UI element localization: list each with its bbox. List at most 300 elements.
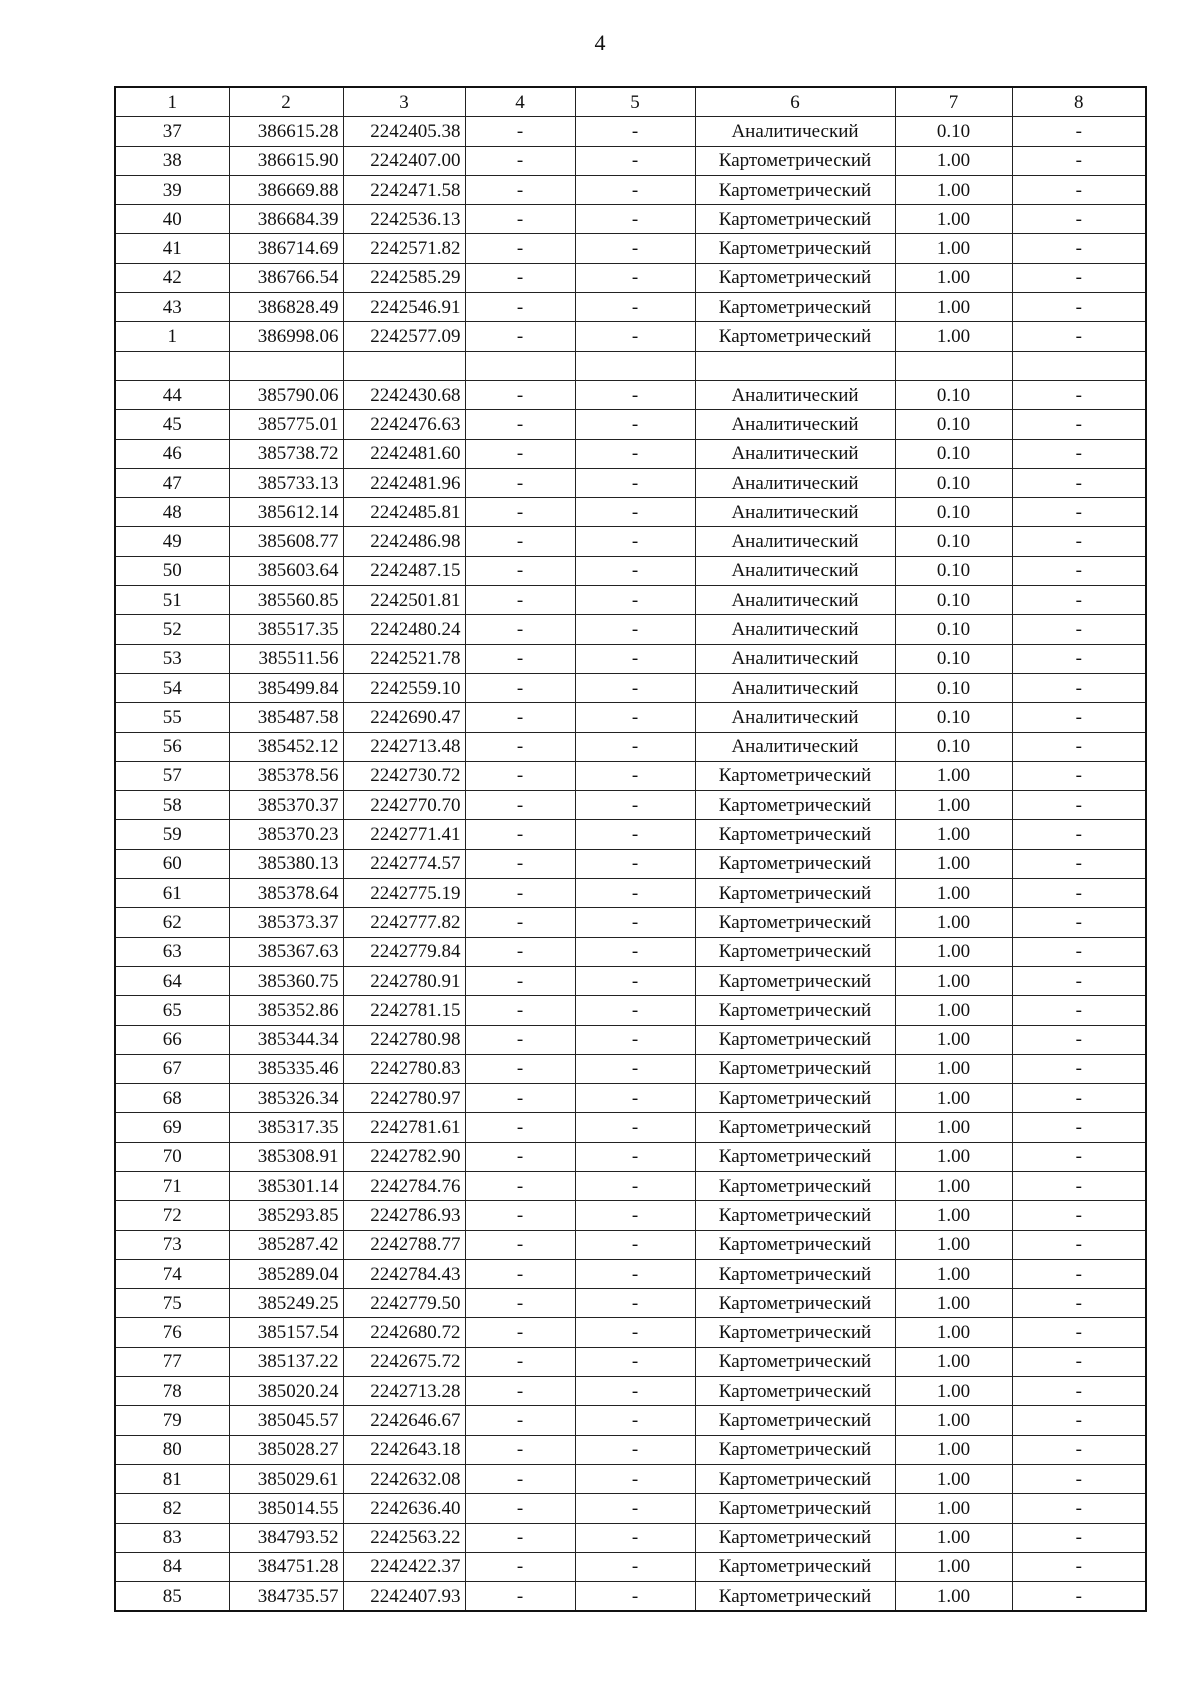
y-coordinate-cell: 2242779.84 xyxy=(343,937,465,966)
point-number-cell: 55 xyxy=(115,703,229,732)
point-number-cell: 44 xyxy=(115,380,229,409)
table-row xyxy=(115,322,1146,351)
col4-cell: - xyxy=(465,117,575,146)
column-header-8: 8 xyxy=(1012,87,1146,117)
col4-cell: - xyxy=(465,1142,575,1171)
point-number-cell: 69 xyxy=(115,1113,229,1142)
point-number-cell: 41 xyxy=(115,234,229,263)
accuracy-cell: 0.10 xyxy=(895,673,1012,702)
accuracy-cell: 0.10 xyxy=(895,556,1012,585)
table-row xyxy=(115,1552,1146,1581)
method-cell: Картометрический xyxy=(695,293,895,322)
point-number-cell: 38 xyxy=(115,146,229,175)
point-number-cell: 61 xyxy=(115,879,229,908)
col5-cell: - xyxy=(575,117,695,146)
y-coordinate-cell: 2242713.48 xyxy=(343,732,465,761)
col8-cell: - xyxy=(1012,1201,1146,1230)
col8-cell: - xyxy=(1012,644,1146,673)
accuracy-cell: 1.00 xyxy=(895,263,1012,292)
table-header xyxy=(115,87,1146,117)
point-number-cell: 82 xyxy=(115,1494,229,1523)
col8-cell: - xyxy=(1012,556,1146,585)
col8-cell: - xyxy=(1012,117,1146,146)
col8-cell: - xyxy=(1012,1025,1146,1054)
method-cell: Аналитический xyxy=(695,468,895,497)
y-coordinate-cell: 2242485.81 xyxy=(343,498,465,527)
point-number-cell: 81 xyxy=(115,1464,229,1493)
col8-cell: - xyxy=(1012,966,1146,995)
x-coordinate-cell: 386998.06 xyxy=(229,322,343,351)
col5-cell: - xyxy=(575,439,695,468)
col8-cell: - xyxy=(1012,1435,1146,1464)
accuracy-cell: 0.10 xyxy=(895,644,1012,673)
method-cell: Картометрический xyxy=(695,791,895,820)
col4-cell: - xyxy=(465,234,575,263)
x-coordinate-cell: 385378.56 xyxy=(229,761,343,790)
col4-cell: - xyxy=(465,410,575,439)
table-row xyxy=(115,1318,1146,1347)
method-cell: Аналитический xyxy=(695,117,895,146)
y-coordinate-cell: 2242784.43 xyxy=(343,1259,465,1288)
table-row xyxy=(115,1494,1146,1523)
col4-cell: - xyxy=(465,380,575,409)
col8-cell: - xyxy=(1012,1113,1146,1142)
table-row xyxy=(115,586,1146,615)
x-coordinate-cell: 386615.28 xyxy=(229,117,343,146)
table-row xyxy=(115,615,1146,644)
col8-cell: - xyxy=(1012,1084,1146,1113)
col5-cell: - xyxy=(575,1054,695,1083)
x-coordinate-cell: 385137.22 xyxy=(229,1347,343,1376)
accuracy-cell: 0.10 xyxy=(895,732,1012,761)
col4-cell: - xyxy=(465,879,575,908)
accuracy-cell: 1.00 xyxy=(895,879,1012,908)
point-number-cell: 42 xyxy=(115,263,229,292)
y-coordinate-cell: 2242771.41 xyxy=(343,820,465,849)
accuracy-cell: 1.00 xyxy=(895,1113,1012,1142)
accuracy-cell: 0.10 xyxy=(895,586,1012,615)
accuracy-cell: 1.00 xyxy=(895,966,1012,995)
col4-cell: - xyxy=(465,1464,575,1493)
method-cell: Картометрический xyxy=(695,1464,895,1493)
y-coordinate-cell: 2242730.72 xyxy=(343,761,465,790)
x-coordinate-cell: 385029.61 xyxy=(229,1464,343,1493)
x-coordinate-cell: 385499.84 xyxy=(229,673,343,702)
y-coordinate-cell xyxy=(343,351,465,380)
y-coordinate-cell: 2242430.68 xyxy=(343,380,465,409)
y-coordinate-cell: 2242690.47 xyxy=(343,703,465,732)
accuracy-cell: 0.10 xyxy=(895,468,1012,497)
table-row xyxy=(115,234,1146,263)
method-cell: Аналитический xyxy=(695,498,895,527)
col4-cell: - xyxy=(465,1171,575,1200)
method-cell: Картометрический xyxy=(695,1318,895,1347)
method-cell: Картометрический xyxy=(695,1201,895,1230)
table-body xyxy=(115,117,1146,1612)
x-coordinate-cell: 385378.64 xyxy=(229,879,343,908)
col4-cell: - xyxy=(465,791,575,820)
point-number-cell: 73 xyxy=(115,1230,229,1259)
method-cell: Картометрический xyxy=(695,1582,895,1612)
table-row xyxy=(115,1259,1146,1288)
col5-cell: - xyxy=(575,761,695,790)
method-cell: Картометрический xyxy=(695,146,895,175)
table-row xyxy=(115,410,1146,439)
col4-cell: - xyxy=(465,205,575,234)
method-cell: Аналитический xyxy=(695,439,895,468)
method-cell: Картометрический xyxy=(695,879,895,908)
method-cell: Картометрический xyxy=(695,1347,895,1376)
y-coordinate-cell: 2242546.91 xyxy=(343,293,465,322)
table-row xyxy=(115,1435,1146,1464)
point-number-cell: 47 xyxy=(115,468,229,497)
x-coordinate-cell: 385380.13 xyxy=(229,849,343,878)
page-number: 4 xyxy=(594,30,606,55)
y-coordinate-cell: 2242536.13 xyxy=(343,205,465,234)
col8-cell: - xyxy=(1012,1552,1146,1581)
x-coordinate-cell: 385560.85 xyxy=(229,586,343,615)
accuracy-cell: 1.00 xyxy=(895,1142,1012,1171)
col8-cell: - xyxy=(1012,1406,1146,1435)
point-number-cell: 51 xyxy=(115,586,229,615)
y-coordinate-cell: 2242784.76 xyxy=(343,1171,465,1200)
method-cell: Картометрический xyxy=(695,1025,895,1054)
coordinates-table xyxy=(114,86,1147,1612)
col5-cell: - xyxy=(575,1377,695,1406)
col5-cell: - xyxy=(575,966,695,995)
accuracy-cell: 0.10 xyxy=(895,498,1012,527)
x-coordinate-cell: 386714.69 xyxy=(229,234,343,263)
point-number-cell: 45 xyxy=(115,410,229,439)
col4-cell: - xyxy=(465,820,575,849)
x-coordinate-cell: 385608.77 xyxy=(229,527,343,556)
x-coordinate-cell: 385367.63 xyxy=(229,937,343,966)
table-row xyxy=(115,1582,1146,1612)
col4-cell: - xyxy=(465,1347,575,1376)
table-row xyxy=(115,937,1146,966)
y-coordinate-cell: 2242788.77 xyxy=(343,1230,465,1259)
y-coordinate-cell: 2242777.82 xyxy=(343,908,465,937)
method-cell: Картометрический xyxy=(695,1377,895,1406)
table-row xyxy=(115,791,1146,820)
y-coordinate-cell: 2242480.24 xyxy=(343,615,465,644)
col5-cell: - xyxy=(575,937,695,966)
table-row xyxy=(115,1201,1146,1230)
y-coordinate-cell: 2242774.57 xyxy=(343,849,465,878)
x-coordinate-cell: 386684.39 xyxy=(229,205,343,234)
table-row xyxy=(115,380,1146,409)
point-number-cell: 64 xyxy=(115,966,229,995)
table-row xyxy=(115,879,1146,908)
accuracy-cell: 0.10 xyxy=(895,117,1012,146)
table-row xyxy=(115,820,1146,849)
method-cell: Картометрический xyxy=(695,849,895,878)
col8-cell: - xyxy=(1012,527,1146,556)
x-coordinate-cell: 385317.35 xyxy=(229,1113,343,1142)
method-cell: Картометрический xyxy=(695,1523,895,1552)
y-coordinate-cell: 2242563.22 xyxy=(343,1523,465,1552)
y-coordinate-cell: 2242779.50 xyxy=(343,1289,465,1318)
col4-cell xyxy=(465,351,575,380)
col8-cell xyxy=(1012,351,1146,380)
col5-cell: - xyxy=(575,1084,695,1113)
method-cell: Аналитический xyxy=(695,644,895,673)
col5-cell: - xyxy=(575,468,695,497)
col8-cell: - xyxy=(1012,1230,1146,1259)
x-coordinate-cell: 385370.37 xyxy=(229,791,343,820)
col4-cell: - xyxy=(465,966,575,995)
col4-cell: - xyxy=(465,761,575,790)
point-number-cell: 48 xyxy=(115,498,229,527)
table-row xyxy=(115,673,1146,702)
point-number-cell: 84 xyxy=(115,1552,229,1581)
col8-cell: - xyxy=(1012,1318,1146,1347)
table-row xyxy=(115,468,1146,497)
col5-cell: - xyxy=(575,1347,695,1376)
table-row xyxy=(115,293,1146,322)
accuracy-cell xyxy=(895,351,1012,380)
accuracy-cell: 1.00 xyxy=(895,1230,1012,1259)
point-number-cell: 53 xyxy=(115,644,229,673)
y-coordinate-cell: 2242770.70 xyxy=(343,791,465,820)
y-coordinate-cell: 2242407.93 xyxy=(343,1582,465,1612)
col8-cell: - xyxy=(1012,937,1146,966)
point-number-cell: 70 xyxy=(115,1142,229,1171)
y-coordinate-cell: 2242782.90 xyxy=(343,1142,465,1171)
accuracy-cell: 1.00 xyxy=(895,1171,1012,1200)
point-number-cell: 76 xyxy=(115,1318,229,1347)
col4-cell: - xyxy=(465,1523,575,1552)
column-header-4: 4 xyxy=(465,87,575,117)
method-cell: Картометрический xyxy=(695,761,895,790)
method-cell: Картометрический xyxy=(695,175,895,204)
y-coordinate-cell: 2242501.81 xyxy=(343,586,465,615)
y-coordinate-cell: 2242481.60 xyxy=(343,439,465,468)
x-coordinate-cell: 384793.52 xyxy=(229,1523,343,1552)
col8-cell: - xyxy=(1012,1377,1146,1406)
col5-cell: - xyxy=(575,703,695,732)
table-row xyxy=(115,908,1146,937)
col8-cell: - xyxy=(1012,1582,1146,1612)
col8-cell: - xyxy=(1012,1464,1146,1493)
table-row xyxy=(115,996,1146,1025)
method-cell: Картометрический xyxy=(695,1113,895,1142)
accuracy-cell: 0.10 xyxy=(895,439,1012,468)
column-header-3: 3 xyxy=(343,87,465,117)
table-row xyxy=(115,1054,1146,1083)
col8-cell: - xyxy=(1012,1142,1146,1171)
table-row xyxy=(115,527,1146,556)
accuracy-cell: 1.00 xyxy=(895,1435,1012,1464)
method-cell: Картометрический xyxy=(695,1084,895,1113)
col4-cell: - xyxy=(465,1318,575,1347)
x-coordinate-cell: 385014.55 xyxy=(229,1494,343,1523)
point-number-cell: 43 xyxy=(115,293,229,322)
point-number-cell: 54 xyxy=(115,673,229,702)
x-coordinate-cell: 385790.06 xyxy=(229,380,343,409)
y-coordinate-cell: 2242775.19 xyxy=(343,879,465,908)
method-cell: Аналитический xyxy=(695,732,895,761)
table-row xyxy=(115,761,1146,790)
col5-cell: - xyxy=(575,586,695,615)
col4-cell: - xyxy=(465,1377,575,1406)
accuracy-cell: 1.00 xyxy=(895,1582,1012,1612)
x-coordinate-cell: 385020.24 xyxy=(229,1377,343,1406)
col8-cell: - xyxy=(1012,732,1146,761)
x-coordinate-cell xyxy=(229,351,343,380)
point-number-cell: 75 xyxy=(115,1289,229,1318)
col4-cell: - xyxy=(465,1025,575,1054)
x-coordinate-cell: 385738.72 xyxy=(229,439,343,468)
accuracy-cell: 1.00 xyxy=(895,1523,1012,1552)
col8-cell: - xyxy=(1012,380,1146,409)
point-number-cell: 77 xyxy=(115,1347,229,1376)
accuracy-cell: 1.00 xyxy=(895,1347,1012,1376)
col5-cell: - xyxy=(575,1289,695,1318)
col8-cell: - xyxy=(1012,1523,1146,1552)
col4-cell: - xyxy=(465,1113,575,1142)
col8-cell: - xyxy=(1012,908,1146,937)
col5-cell: - xyxy=(575,791,695,820)
table-row xyxy=(115,175,1146,204)
col4-cell: - xyxy=(465,615,575,644)
accuracy-cell: 0.10 xyxy=(895,527,1012,556)
point-number-cell: 68 xyxy=(115,1084,229,1113)
point-number-cell: 39 xyxy=(115,175,229,204)
method-cell: Картометрический xyxy=(695,1435,895,1464)
x-coordinate-cell: 385308.91 xyxy=(229,1142,343,1171)
accuracy-cell: 0.10 xyxy=(895,410,1012,439)
col5-cell: - xyxy=(575,908,695,937)
table-row xyxy=(115,644,1146,673)
col5-cell: - xyxy=(575,1201,695,1230)
col4-cell: - xyxy=(465,1230,575,1259)
column-header-5: 5 xyxy=(575,87,695,117)
col4-cell: - xyxy=(465,1435,575,1464)
col8-cell: - xyxy=(1012,586,1146,615)
method-cell: Аналитический xyxy=(695,556,895,585)
method-cell: Картометрический xyxy=(695,966,895,995)
table-row xyxy=(115,966,1146,995)
point-number-cell: 67 xyxy=(115,1054,229,1083)
col8-cell: - xyxy=(1012,468,1146,497)
col8-cell: - xyxy=(1012,703,1146,732)
col5-cell: - xyxy=(575,1259,695,1288)
y-coordinate-cell: 2242585.29 xyxy=(343,263,465,292)
col8-cell: - xyxy=(1012,1494,1146,1523)
y-coordinate-cell: 2242481.96 xyxy=(343,468,465,497)
col5-cell: - xyxy=(575,615,695,644)
table-row xyxy=(115,263,1146,292)
col5-cell: - xyxy=(575,1494,695,1523)
column-header-2: 2 xyxy=(229,87,343,117)
col5-cell: - xyxy=(575,322,695,351)
x-coordinate-cell: 385028.27 xyxy=(229,1435,343,1464)
col5-cell: - xyxy=(575,410,695,439)
y-coordinate-cell: 2242713.28 xyxy=(343,1377,465,1406)
x-coordinate-cell: 384735.57 xyxy=(229,1582,343,1612)
y-coordinate-cell: 2242577.09 xyxy=(343,322,465,351)
col4-cell: - xyxy=(465,1406,575,1435)
col4-cell: - xyxy=(465,263,575,292)
method-cell: Аналитический xyxy=(695,527,895,556)
accuracy-cell: 1.00 xyxy=(895,293,1012,322)
y-coordinate-cell: 2242487.15 xyxy=(343,556,465,585)
x-coordinate-cell: 385289.04 xyxy=(229,1259,343,1288)
col5-cell: - xyxy=(575,644,695,673)
col8-cell: - xyxy=(1012,791,1146,820)
col5-cell: - xyxy=(575,146,695,175)
x-coordinate-cell: 385775.01 xyxy=(229,410,343,439)
point-number-cell: 62 xyxy=(115,908,229,937)
col8-cell: - xyxy=(1012,263,1146,292)
accuracy-cell: 1.00 xyxy=(895,1318,1012,1347)
method-cell: Картометрический xyxy=(695,1171,895,1200)
col5-cell: - xyxy=(575,1318,695,1347)
accuracy-cell: 1.00 xyxy=(895,1377,1012,1406)
x-coordinate-cell: 385157.54 xyxy=(229,1318,343,1347)
y-coordinate-cell: 2242780.98 xyxy=(343,1025,465,1054)
accuracy-cell: 1.00 xyxy=(895,1289,1012,1318)
method-cell: Картометрический xyxy=(695,1406,895,1435)
col4-cell: - xyxy=(465,527,575,556)
method-cell: Картометрический xyxy=(695,205,895,234)
accuracy-cell: 1.00 xyxy=(895,761,1012,790)
col8-cell: - xyxy=(1012,322,1146,351)
col8-cell: - xyxy=(1012,849,1146,878)
method-cell: Аналитический xyxy=(695,673,895,702)
table-row xyxy=(115,1084,1146,1113)
col5-cell: - xyxy=(575,205,695,234)
col4-cell: - xyxy=(465,1259,575,1288)
col5-cell: - xyxy=(575,673,695,702)
accuracy-cell: 1.00 xyxy=(895,908,1012,937)
x-coordinate-cell: 385452.12 xyxy=(229,732,343,761)
table-row xyxy=(115,1113,1146,1142)
col5-cell: - xyxy=(575,263,695,292)
table-row xyxy=(115,1377,1146,1406)
x-coordinate-cell: 385733.13 xyxy=(229,468,343,497)
column-header-7: 7 xyxy=(895,87,1012,117)
point-number-cell: 40 xyxy=(115,205,229,234)
separator-row xyxy=(115,351,1146,380)
y-coordinate-cell: 2242422.37 xyxy=(343,1552,465,1581)
point-number-cell: 72 xyxy=(115,1201,229,1230)
accuracy-cell: 1.00 xyxy=(895,791,1012,820)
col8-cell: - xyxy=(1012,879,1146,908)
method-cell: Аналитический xyxy=(695,586,895,615)
col4-cell: - xyxy=(465,703,575,732)
table-row xyxy=(115,1523,1146,1552)
col4-cell: - xyxy=(465,322,575,351)
method-cell: Картометрический xyxy=(695,1142,895,1171)
point-number-cell xyxy=(115,351,229,380)
point-number-cell: 58 xyxy=(115,791,229,820)
point-number-cell: 74 xyxy=(115,1259,229,1288)
col5-cell: - xyxy=(575,1230,695,1259)
header-row xyxy=(115,87,1146,117)
y-coordinate-cell: 2242521.78 xyxy=(343,644,465,673)
accuracy-cell: 1.00 xyxy=(895,1406,1012,1435)
col8-cell: - xyxy=(1012,175,1146,204)
table-row xyxy=(115,1025,1146,1054)
col4-cell: - xyxy=(465,849,575,878)
table-row xyxy=(115,1406,1146,1435)
y-coordinate-cell: 2242781.15 xyxy=(343,996,465,1025)
col8-cell: - xyxy=(1012,996,1146,1025)
table-row xyxy=(115,146,1146,175)
table-row xyxy=(115,556,1146,585)
